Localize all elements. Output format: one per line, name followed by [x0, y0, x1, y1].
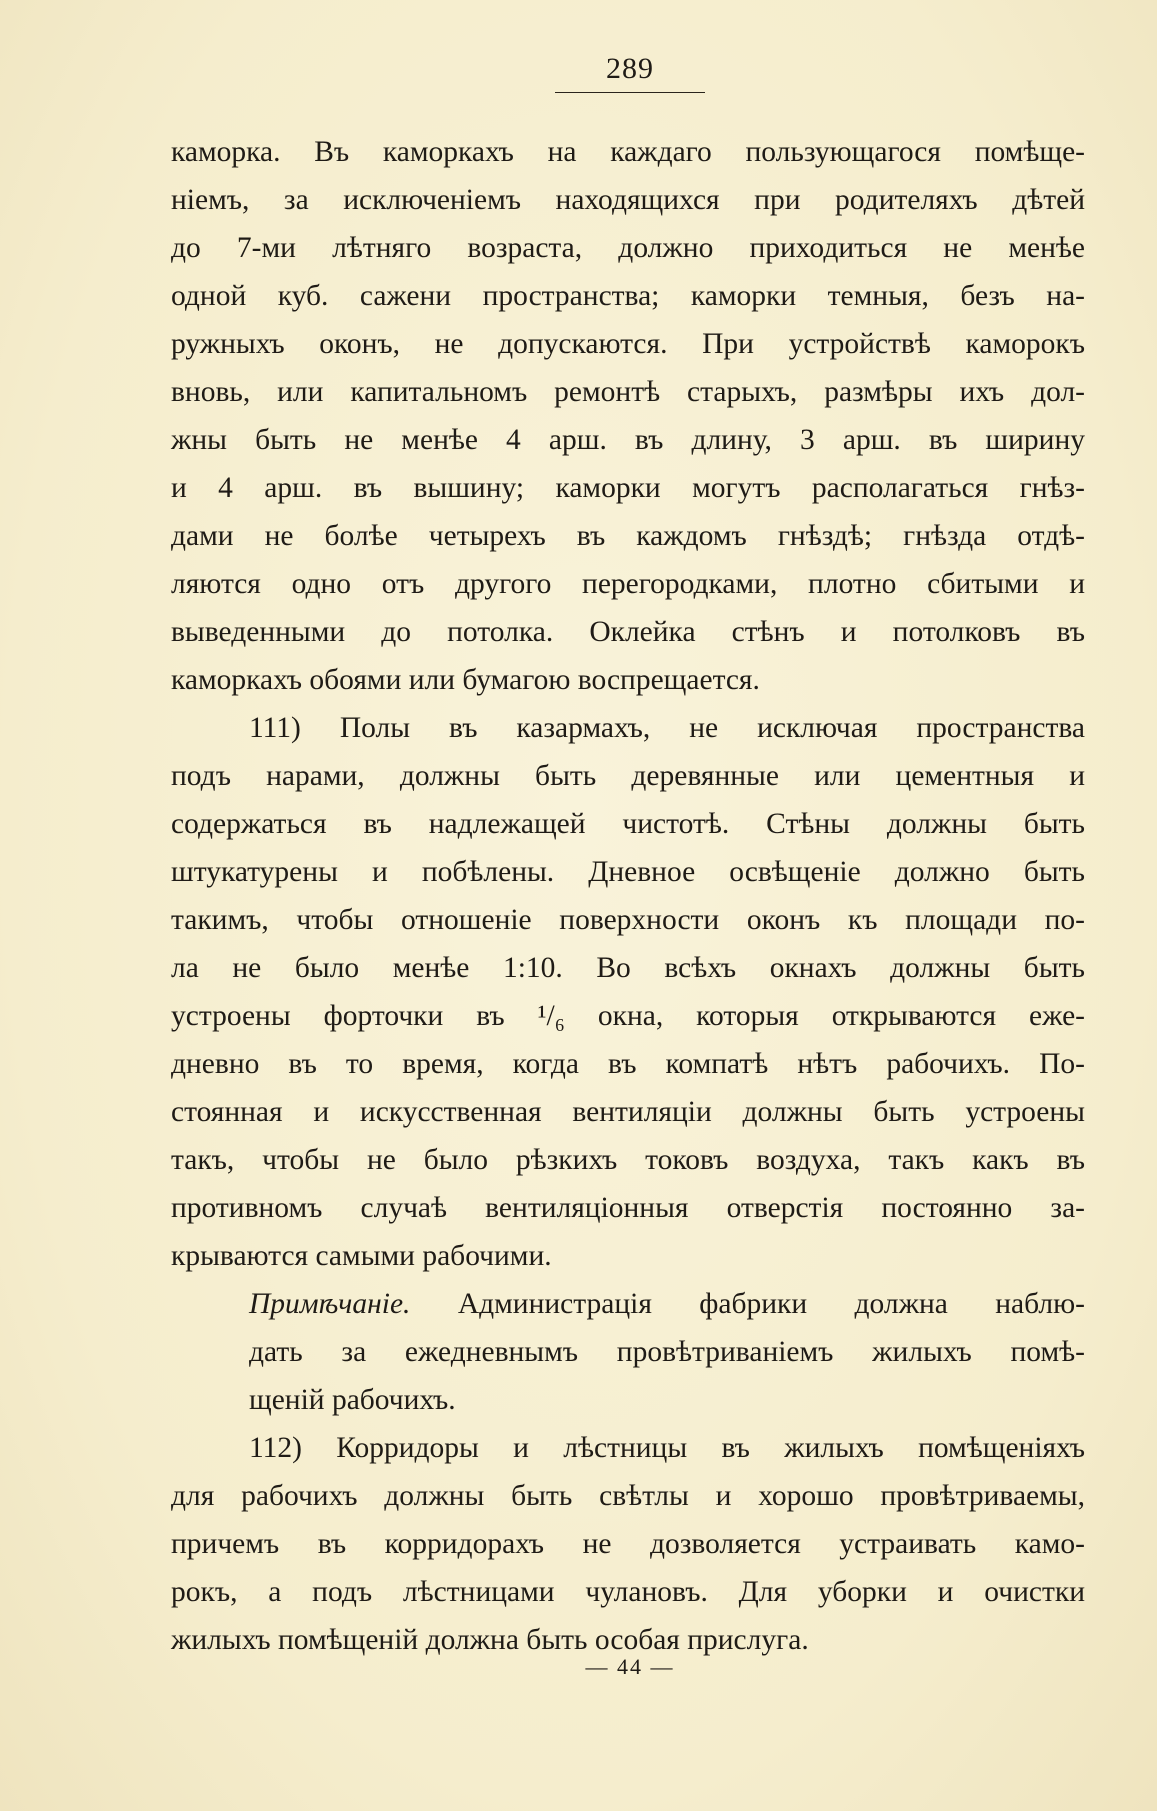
paragraph-112-start: 112) Корридоры и лѣстницы въ жилыхъ помѣщенiяхъ — [249, 1432, 1085, 1464]
note-line: дать за ежедневнымъ провѣтриванiемъ жилыхъ помѣ- — [249, 1336, 1085, 1368]
text-line: выведенными до потолка. Оклейка стѣнъ и потолковъ въ — [171, 616, 1085, 648]
text-line: и 4 арш. въ вышину; каморки могутъ располагаться гнѣз- — [171, 472, 1085, 504]
text-line: ружныхъ оконъ, не допускаются. При устройствѣ каморокъ — [171, 328, 1085, 360]
text-line: такъ, чтобы не было рѣзкихъ токовъ воздуха, такъ какъ въ — [171, 1144, 1085, 1176]
text-line: причемъ въ корридорахъ не дозволяется устраивать камо- — [171, 1528, 1085, 1560]
text-line: рокъ, а подъ лѣстницами чулановъ. Для уборки и очистки — [171, 1576, 1085, 1608]
body-text — [171, 128, 1085, 1664]
text-line: жилыхъ помѣщенiй должна быть особая прислуга. — [171, 1624, 809, 1656]
text-line: жны быть не менѣе 4 арш. въ длину, 3 арш. въ ширину — [171, 424, 1085, 456]
text-line: вновь, или капитальномъ ремонтѣ старыхъ, размѣры ихъ дол- — [171, 376, 1085, 408]
text-line: стоянная и искусственная вентиляцiи должны быть устроены — [171, 1096, 1085, 1128]
text-line: подъ нарами, должны быть деревянные или цементныя и — [171, 760, 1085, 792]
text-line: дами не болѣе четырехъ въ каждомъ гнѣздѣ; гнѣзда отдѣ- — [171, 520, 1085, 552]
text-line: дневно въ то время, когда въ компатѣ нѣтъ рабочихъ. По- — [171, 1048, 1085, 1080]
page-number: 289 — [606, 52, 654, 85]
text-line: ла не было менѣе 1:10. Во всѣхъ окнахъ должны быть — [171, 952, 1085, 984]
text-line: содержаться въ надлежащей чистотѣ. Стѣны должны быть — [171, 808, 1085, 840]
note-text: Администрацiя фабрики должна наблю- — [457, 1288, 1085, 1320]
text-line: для рабочихъ должны быть свѣтлы и хорошо провѣтриваемы, — [171, 1480, 1085, 1512]
text-line: нiемъ, за исключенiемъ находящихся при родителяхъ дѣтей — [171, 184, 1085, 216]
text-line: крываются самыми рабочими. — [171, 1240, 552, 1272]
paragraph-111-start: 111) Полы въ казармахъ, не исключая пространства — [249, 712, 1085, 744]
text-line: каморка. Въ каморкахъ на каждаго пользующагося помѣще- — [171, 136, 1085, 168]
text-line: противномъ случаѣ вентиляцiонныя отверстiя постоянно за- — [171, 1192, 1085, 1224]
note-line: щенiй рабочихъ. — [249, 1384, 456, 1416]
note-label: Примѣчанiе. — [249, 1288, 411, 1320]
text-line: штукатурены и побѣлены. Дневное освѣщенiе должно быть — [171, 856, 1085, 888]
text-line: до 7-ми лѣтняго возраста, должно приходиться не менѣе — [171, 232, 1085, 264]
signature-mark: — 44 — — [585, 1654, 675, 1679]
text-line: такимъ, чтобы отношенiе поверхности оконъ къ площади по- — [171, 904, 1085, 936]
text-line: одной куб. сажени пространства; каморки темныя, безъ на- — [171, 280, 1085, 312]
text-line: ляются одно отъ другого перегородками, плотно сбитыми и — [171, 568, 1085, 600]
text-line: устроены форточки въ ¹/₆ окна, которыя открываются еже- — [171, 1000, 1085, 1032]
text-line: каморкахъ обоями или бумагою воспрещается. — [171, 664, 760, 696]
header-rule — [555, 92, 705, 93]
note-first-line — [171, 1280, 1085, 1328]
